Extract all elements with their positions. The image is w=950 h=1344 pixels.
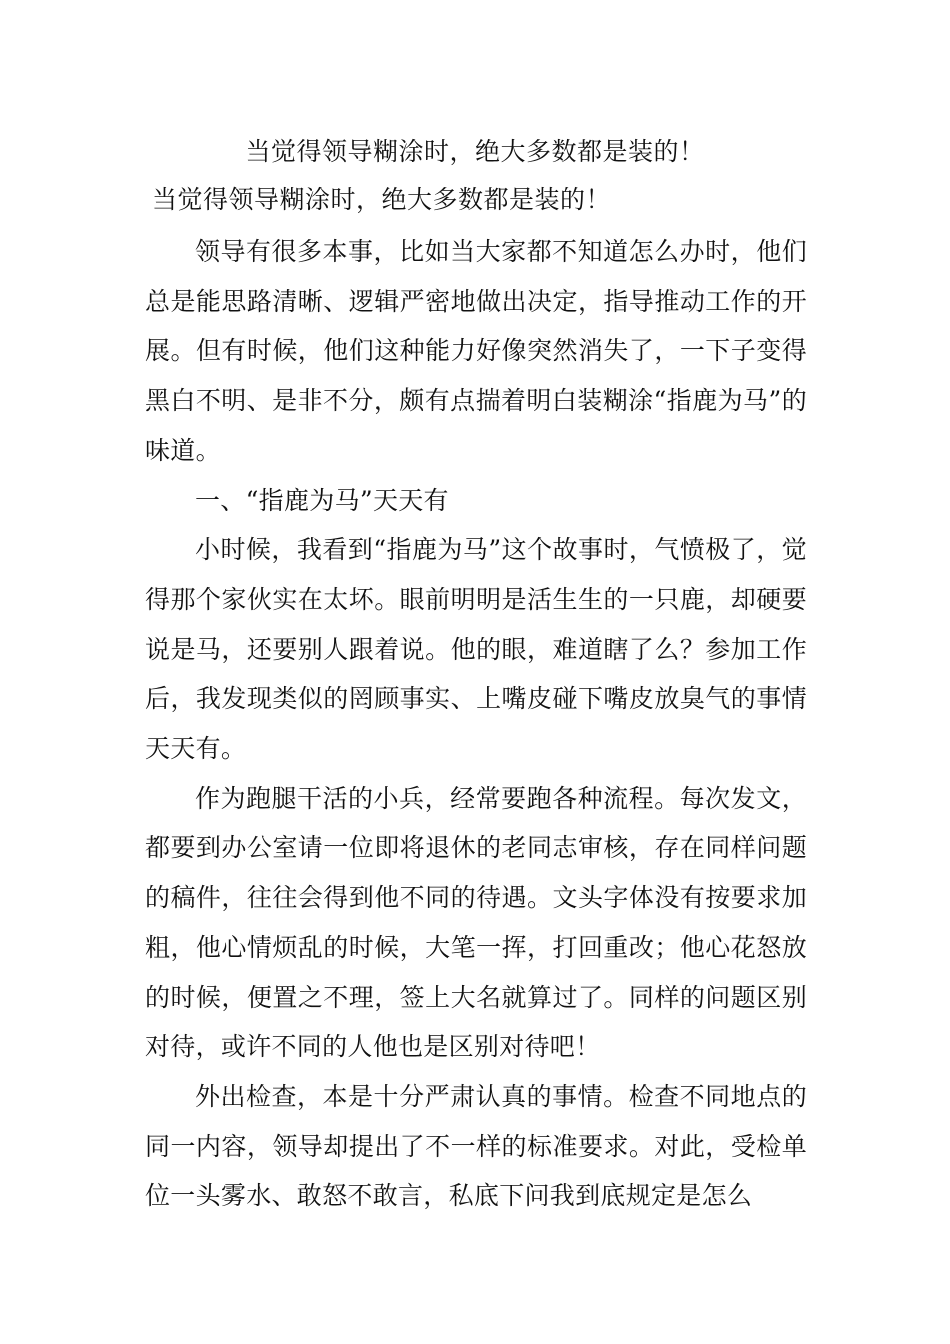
document-title: 当觉得领导糊涂时，绝大多数都是装的！ bbox=[245, 137, 705, 166]
paragraph-errand: 作为跑腿干活的小兵，经常要跑各种流程。每次发文，都要到办公室请一位即将退休的老同志审核，存在同样问题的稿件，往往会得到他不同的待遇。文头字体没有按要求加粗，他心情烦乱的时候，大笔一挥，打回重改；他心花怒放的时候，便置之不理，签上大名就算过了。同样的问题区别对待，或许不同的人他也是区别对待吧！ bbox=[145, 783, 807, 1062]
document-subtitle: 当觉得领导糊涂时，绝大多数都是装的！ bbox=[152, 185, 612, 214]
paragraph-childhood: 小时候，我看到“指鹿为马”这个故事时，气愤极了，觉得那个家伙实在太坏。眼前明明是活生生的一只鹿，却硬要说是马，还要别人跟着说。他的眼，难道瞎了么？参加工作后，我发现类似的罔顾事实、上嘴皮碰下嘴皮放臭气的事情天天有。 bbox=[145, 535, 807, 764]
paragraph-intro: 领导有很多本事，比如当大家都不知道怎么办时，他们总是能思路清晰、逻辑严密地做出决定，指导推动工作的开展。但有时候，他们这种能力好像突然消失了，一下子变得黑白不明、是非不分，颇有点揣着明白装糊涂“指鹿为马”的味道。 bbox=[145, 237, 807, 465]
document-body bbox=[145, 227, 807, 1221]
section-heading-1: 一、“指鹿为马”天天有 bbox=[195, 485, 449, 515]
paragraph-inspection: 外出检查，本是十分严肃认真的事情。检查不同地点的同一内容，领导却提出了不一样的标准要求。对此，受检单位一头雾水、敢怒不敢言，私底下问我到底规定是怎么 bbox=[145, 1081, 807, 1211]
